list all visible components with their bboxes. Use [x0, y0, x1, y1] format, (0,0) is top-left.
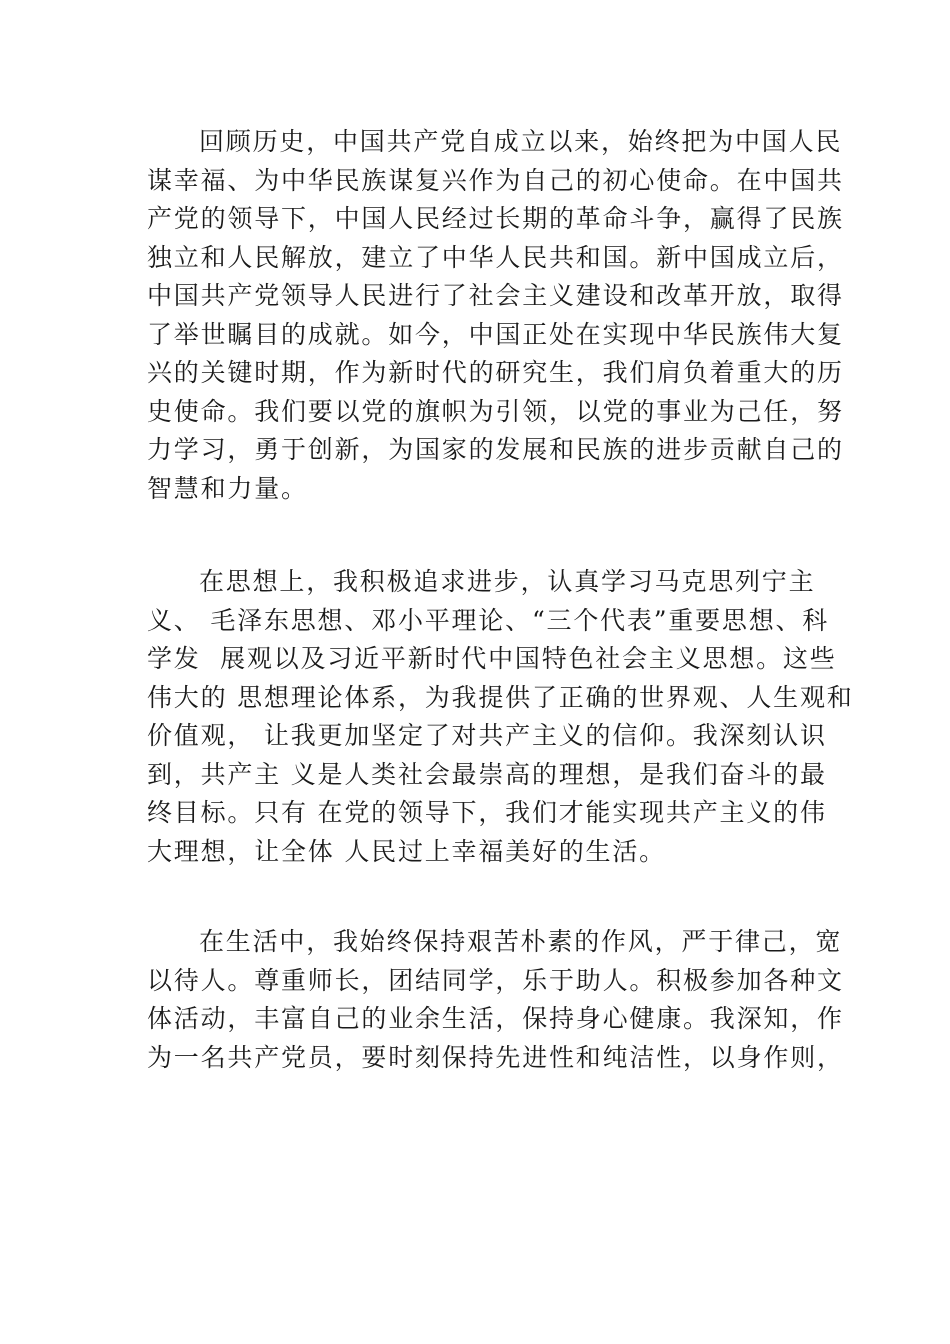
text-line: 兴的关键时期，作为新时代的研究生，我们肩负着重大的历 [147, 358, 844, 387]
text-line: 产党的领导下，中国人民经过长期的革命斗争，赢得了民族 [147, 204, 844, 233]
paragraph-ideology [147, 563, 854, 871]
text-line: 中国共产党领导人民进行了社会主义建设和改革开放，取得 [147, 281, 844, 310]
text-line: 终目标。只有 在党的领导下，我们才能实现共产主义的伟 [147, 798, 827, 827]
text-line: 大理想，让全体 人民过上幸福美好的生活。 [147, 836, 666, 866]
text-line: 谋幸福、为中华民族谋复兴作为自己的初心使命。在中国共 [147, 165, 844, 195]
text-line: 力学习，勇于创新，为国家的发展和民族的进步贡献自己的 [147, 435, 844, 464]
text-line: 伟大的 思想理论体系，为我提供了正确的世界观、人生观和 [147, 682, 854, 712]
text-line: 义、 毛泽东思想、邓小平理论、“三个代表”重要思想、科 [147, 605, 830, 635]
text-line: 回顾历史，中国共产党自成立以来，始终把为中国人民 [199, 127, 843, 156]
text-line: 在生活中，我始终保持艰苦朴素的作风，严于律己，宽 [199, 927, 843, 956]
paragraph-history [147, 123, 844, 508]
text-line: 智慧和力量。 [147, 473, 308, 503]
text-line: 史使命。我们要以党的旗帜为引领，以党的事业为己任，努 [147, 396, 844, 426]
text-line: 价值观， 让我更加坚定了对共产主义的信仰。我深刻认识 [147, 721, 827, 750]
text-line: 到，共产主 义是人类社会最崇高的理想，是我们奋斗的最 [147, 759, 827, 789]
paragraph-life [147, 923, 844, 1077]
text-line: 以待人。尊重师长，团结同学，乐于助人。积极参加各种文 [147, 965, 844, 995]
text-line: 了举世瞩目的成就。如今，中国正处在实现中华民族伟大复 [147, 319, 844, 349]
text-line: 在思想上，我积极追求进步，认真学习马克思列宁主 [199, 567, 816, 596]
text-line: 独立和人民解放，建立了中华人民共和国。新中国成立后， [147, 242, 844, 272]
text-line: 学发 展观以及习近平新时代中国特色社会主义思想。这些 [147, 644, 837, 673]
text-line: 为一名共产党员，要时刻保持先进性和纯洁性，以身作则， [147, 1042, 844, 1072]
text-line: 体活动，丰富自己的业余生活，保持身心健康。我深知，作 [147, 1004, 844, 1033]
